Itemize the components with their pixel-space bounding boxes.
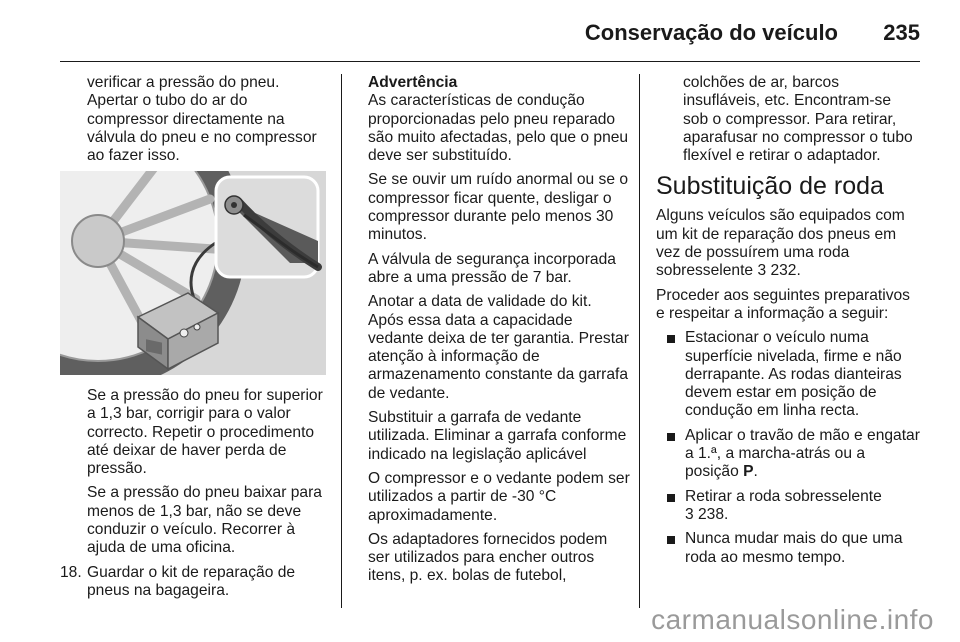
column-divider: [639, 74, 640, 608]
warning-box: [368, 74, 630, 165]
warning-text: As características de condução proporcionadas pelo pneu reparado são muito afectadas, pelo que o pneu deve ser substituído.: [368, 92, 629, 165]
paragraph: O compressor e o vedante podem ser utilizados a partir de -30 °C aproximadamente.: [368, 469, 630, 524]
column-left: [60, 74, 330, 171]
paragraph: Se se ouvir um ruído anormal ou se o compressor ficar quente, desligar o compressor durante pelo menos 30 minutos.: [368, 171, 629, 244]
paragraph: Substituir a garrafa de vedante utilizada. Eliminar a garrafa conforme indicado na legislação aplicável: [368, 409, 627, 463]
column-left-lower: [60, 387, 330, 600]
step-text: Guardar o kit de reparação de pneus na bagageira.: [87, 563, 296, 599]
bullet-square-icon: [667, 536, 675, 544]
column-divider: [341, 74, 342, 608]
paragraph: Se a pressão do pneu for superior a 1,3 bar, corrigir para o valor correcto. Repetir o procedimento até deixar de haver perda de pressão.: [87, 387, 323, 478]
bullet-item: [666, 427, 920, 482]
page-number: 235: [883, 20, 920, 45]
page-title: Conservação do veículo: [584, 20, 838, 45]
watermark: carmanualsonline.info: [651, 604, 934, 635]
paragraph-text: Alguns veículos são equipados com um kit de reparação dos pneus em vez de possuírem uma roda sobresselente: [656, 207, 905, 280]
paragraph: verificar a pressão do pneu. Apertar o tubo do ar do compressor directamente na válvula do pneu e no compressor ao fazer isso.: [87, 74, 317, 165]
bullet-square-icon: [667, 335, 675, 343]
bullet-text-end: .: [753, 463, 758, 481]
bullet-item: [666, 530, 920, 567]
compressor-illustration: [60, 171, 326, 375]
column-right: [656, 74, 920, 573]
paragraph: colchões de ar, barcos insufláveis, etc. Encontram-se sob o compressor. Para retirar, aparafusar no compressor o tubo flexível e retirar o adaptador.: [683, 74, 913, 165]
bullet-text: Aplicar o travão de mão e engatar a 1.ª, a marcha-atrás ou a posição: [685, 426, 920, 481]
bullet-square-icon: [667, 494, 675, 502]
bullet-text: Estacionar o veículo numa superfície nivelada, firme e não derrapante. As rodas dianteiras devem estar em posição de condução em linha recta.: [685, 329, 902, 420]
page-header: [60, 0, 920, 62]
paragraph: A válvula de segurança incorporada abre a uma pressão de 7 bar.: [368, 250, 616, 286]
paragraph: Os adaptadores fornecidos podem ser utilizados para encher outros itens, p. ex. bolas de futebol,: [368, 530, 608, 585]
gear-position-label: P: [743, 463, 754, 481]
step-number: 18.: [60, 563, 82, 581]
bullet-text: Nunca mudar mais do que uma roda ao mesmo tempo.: [685, 530, 903, 566]
page-reference: 3 232.: [757, 262, 801, 280]
bullet-item: [666, 488, 920, 525]
column-middle: [368, 74, 630, 592]
bullet-square-icon: [667, 433, 675, 441]
paragraph: [656, 207, 920, 280]
warning-title: Advertência: [368, 74, 458, 91]
paragraph: Proceder aos seguintes preparativos e respeitar a informação a seguir:: [656, 286, 910, 322]
paragraph: Se a pressão do pneu baixar para menos de 1,3 bar, não se deve conduzir o veículo. Recorrer à ajuda de uma oficina.: [87, 484, 322, 557]
section-heading: Substituição de roda: [656, 172, 884, 201]
paragraph: Anotar a data de validade do kit. Após essa data a capacidade vedante deixa de ter garantia. Prestar atenção à informação de armazenamento constante da garrafa de vedante.: [368, 293, 629, 402]
bullet-item: [666, 329, 920, 420]
page-reference: 3 238.: [685, 505, 729, 523]
numbered-step: [60, 564, 330, 601]
bullet-text: Retirar a roda sobresselente: [685, 487, 882, 505]
